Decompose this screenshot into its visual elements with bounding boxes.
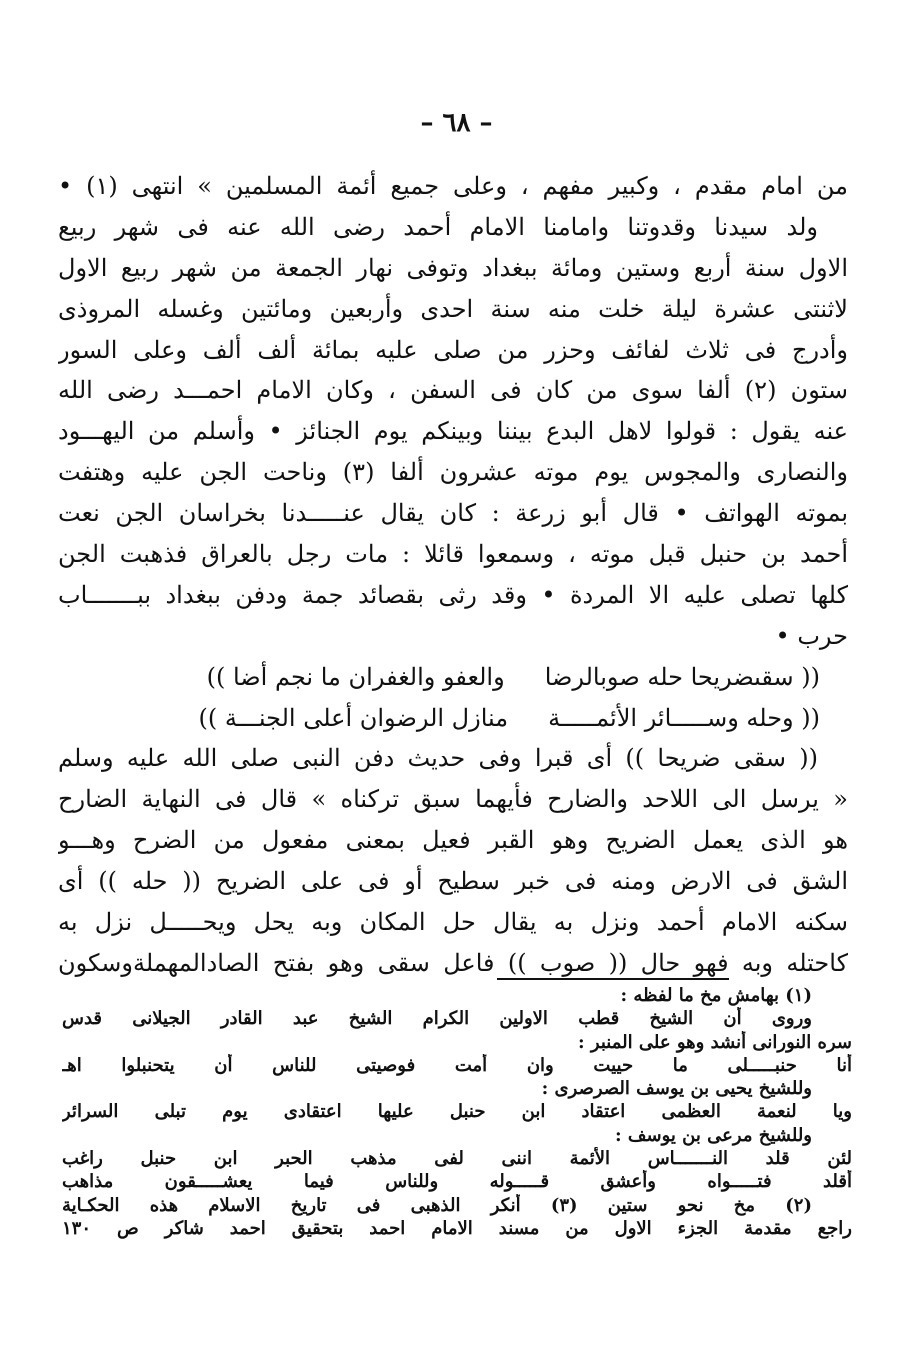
page-number: – ٦٨ –	[420, 108, 493, 138]
text-line: لاثنتى عشرة ليلة خلت منه سنة احدى وأربعين ومائتين وغسله المروذى	[58, 294, 848, 323]
commentary-line: كاحتله وبه فهو حال (( صوب )) فاعل سقى وهو بفتح الصادالمهملةوسكون	[58, 948, 848, 977]
commentary-line: (( سقى ضريحا )) أى قبرا وفى حديث دفن النبى صلى الله عليه وسلم	[58, 744, 818, 773]
footnote-separator	[497, 978, 729, 980]
footnote-line: سره النورانى أنشد وهو على المنبر :	[578, 1031, 852, 1053]
text-line: عنه يقول : قولوا لاهل البدع بيننا وبينكم يوم الجنائز • وأسلم من اليهـــود	[58, 417, 848, 446]
footnote-line: (٢) مخ نحو ستين (٣) أنكر الذهبى فى تاريخ الاسلام هذه الحكـاية	[62, 1194, 812, 1216]
footnote-line: أقلد فتـــــواه وأعشق قـــــوله وللناس فيما يعشـــــقون مذاهب	[62, 1171, 852, 1193]
verse-hemistich-first: (( وحله وســـــائر الأئمـــــة	[548, 703, 820, 732]
footnote-line: (١) بهامش مخ ما لفظه :	[620, 985, 812, 1006]
text-line: حرب •	[775, 621, 848, 650]
text-line: وأدرج فى ثلاث لفائف وحزر من صلى عليه بمائة ألف ألف وعلى السور	[58, 335, 848, 364]
text-line: كلها تصلى عليه الا المردة • وقد رثى بقصائد جمة ودفن ببغداد ببـــــــاب	[58, 580, 848, 609]
footnote-line: أنا حنبـــــلى ما حييت وان أمت فوصيتى للناس أن يتحنبلوا اهـ	[62, 1054, 852, 1076]
text-line: ولد سيدنا وقدوتنا وامامنا الامام أحمد رضى الله عنه فى شهر ربيع	[58, 212, 818, 241]
text-line: بموته الهواتف • قال أبو زرعة : كان يقال عنـــــدنا بخراسان الجن نعت	[58, 499, 848, 528]
text-line: ستون (٢) ألفا سوى من كان فى السفن ، وكان الامام احمـــد رضى الله	[58, 376, 848, 405]
footnote-line: راجع مقدمة الجزء الاول من مسند الامام احمد بتحقيق احمد شاكر ص ١٣٠	[62, 1217, 852, 1239]
commentary-line: هو الذى يعمل الضريح وهو القبر فعيل بمعنى مفعول من الضرح وهـــو	[58, 826, 848, 855]
verse-hemistich-first: (( سقىضريحا حله صوبالرضا	[544, 662, 820, 691]
footnote-line: لئن قلد النـــــــاس الأئمة اننى لفى مذهب الحبر ابن حنبل راغب	[62, 1148, 852, 1170]
text-line: أحمد بن حنبل قبل موته ، وسمعوا قائلا : مات رجل بالعراق فذهبت الجن	[58, 540, 848, 569]
commentary-line: « يرسل الى اللاحد والضارح فأيهما سبق تركناه » قال فى النهاية الضارح	[58, 785, 848, 814]
verse-line	[58, 698, 848, 739]
footnote-line: ويا لنعمة العظمى اعتقاد ابن حنبل عليها اعتقادى يوم تبلى السرائر	[62, 1101, 852, 1123]
commentary-line: سكنه الامام أحمد ونزل به يقال حل المكان وبه يحل ويحـــــل نزل به	[58, 908, 848, 937]
commentary-line: الشق فى الارض ومنه فى خبر سطيح أو فى على الضريح (( حله )) أى	[58, 867, 848, 896]
footnotes	[62, 984, 852, 1240]
footnote-line: وللشيخ مرعى بن يوسف :	[614, 1124, 812, 1146]
text-line: الاول سنة أربع وستين ومائة ببغداد وتوفى نهار الجمعة من شهر ربيع الاول	[58, 253, 848, 282]
verse-hemistich-second: منازل الرضوان أعلى الجنـــة ))	[198, 703, 509, 732]
text-line: والنصارى والمجوس يوم موته عشرون ألفا (٣) وناحت الجن عليه وهتفت	[58, 458, 848, 487]
verse-hemistich-second: والعفو والغفران ما نجم أضا ))	[206, 662, 505, 691]
footnote-line: وللشيخ يحيى بن يوسف الصرصرى :	[541, 1078, 812, 1100]
footnote-line: وروى أن الشيخ قطب الاولين الكرام الشيخ عبد القادر الجيلانى قدس	[62, 1008, 812, 1030]
main-text	[58, 166, 848, 984]
text-line: من امام مقدم ، وكبير مفهم ، وعلى جميع أئمة المسلمين » انتهى (١) •	[58, 172, 848, 200]
verse-line	[58, 657, 848, 698]
